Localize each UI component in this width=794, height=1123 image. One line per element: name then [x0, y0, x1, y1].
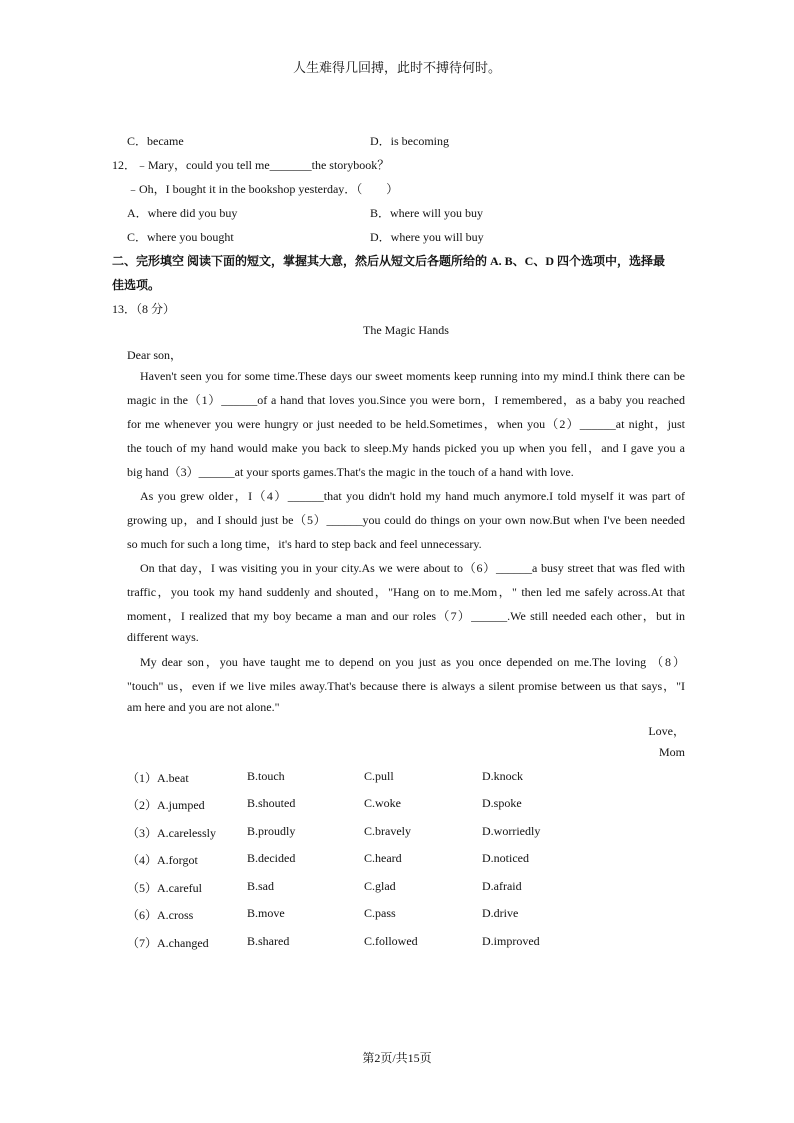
q12-stem: 12．﹣Mary，could you tell me_______the storybook？ [112, 158, 390, 172]
passage-p2-line: so much for such a long time，it's hard to step back and feel unnecessary. [127, 537, 482, 551]
option-row-1-a: （1）A.beat [127, 771, 189, 785]
option-row-3-b: B.proudly [247, 824, 296, 838]
option-row-6-d: D.drive [482, 906, 519, 920]
option-row-2-b: B.shouted [247, 796, 296, 810]
passage-p1-line: the touch of my hand would make you back to sleep.My hands picked you up when you fell，and I gave you a [127, 441, 685, 455]
option-row-6-c: C.pass [364, 906, 396, 920]
q12-option-a: A．where did you buy [127, 206, 238, 220]
q11-option-c: C．became [127, 134, 184, 148]
option-row-7-d: D.improved [482, 934, 540, 948]
passage-salutation: Dear son， [127, 348, 182, 362]
option-row-4-b: B.decided [247, 851, 296, 865]
option-row-4-d: D.noticed [482, 851, 529, 865]
option-row-7-c: C.followed [364, 934, 418, 948]
option-row-5-b: B.sad [247, 879, 274, 893]
option-row-1-c: C.pull [364, 769, 394, 783]
letter-closing: Love， [648, 724, 685, 738]
page-header-motto: 人生难得几回搏，此时不搏待何时。 [292, 60, 501, 75]
option-row-1-b: B.touch [247, 769, 285, 783]
option-row-2-d: D.spoke [482, 796, 522, 810]
q12-option-c: C．where you bought [127, 230, 234, 244]
q12-option-d: D．where you will buy [370, 230, 484, 244]
option-row-5-c: C.glad [364, 879, 396, 893]
passage-p3-line: moment，I realized that my boy became a man and our roles（7）______.We still needed each other，but in [127, 609, 685, 623]
passage-p1-line: magic in the（1）______of a hand that loves you.Since you were born，I remembered，as a baby you reached [127, 393, 685, 407]
option-row-5-a: （5）A.careful [127, 881, 202, 895]
option-row-3-c: C.bravely [364, 824, 411, 838]
option-row-2-c: C.woke [364, 796, 401, 810]
passage-p1-line: big hand（3）______at your sports games.That's the magic in the touch of a hand with love. [127, 465, 574, 479]
passage-p1-line: Haven't seen you for some time.These days our sweet moments keep running into my mind.I think there can be [140, 369, 685, 383]
option-row-5-d: D.afraid [482, 879, 522, 893]
option-row-3-d: D.worriedly [482, 824, 541, 838]
option-row-1-d: D.knock [482, 769, 523, 783]
option-row-6-a: （6）A.cross [127, 908, 194, 922]
passage-title: The Magic Hands [363, 323, 449, 337]
option-row-7-b: B.shared [247, 934, 290, 948]
q11-option-d: D．is becoming [370, 134, 449, 148]
q12-option-b: B．where will you buy [370, 206, 483, 220]
option-row-7-a: （7）A.changed [127, 936, 209, 950]
letter-signature: Mom [658, 745, 685, 759]
passage-p4-line: My dear son，you have taught me to depend on you just as you once depended on me.The loving （8） [140, 655, 685, 669]
option-row-3-a: （3）A.carelessly [127, 826, 216, 840]
passage-p2-line: As you grew older，I（4）______that you didn't hold my hand much anymore.I told myself it was part of [140, 489, 685, 503]
passage-p4-line: "touch" us，even if we live miles away.That's because there is always a silent promise between us that says，"I [127, 679, 685, 693]
section-heading-line1: 二、完形填空 阅读下面的短文，掌握其大意，然后从短文后各题所给的 A. B、C、D 四个选项中，选择最 [112, 254, 666, 268]
page-number: 第2页/共15页 [362, 1051, 432, 1065]
q12-reply: ﹣Oh，I bought it in the bookshop yesterday．（ ） [127, 182, 399, 196]
passage-p3-line: On that day，I was visiting you in your city.As we were about to（6）______a busy street that was fled with [140, 561, 685, 575]
option-row-4-a: （4）A.forgot [127, 853, 198, 867]
passage-p3-line: traffic，you took my hand suddenly and shouted，"Hang on to me.Mom，" then led me safely across.At that [127, 585, 685, 599]
passage-p1-line: for me whenever you were hungry or just needed to be held.Sometimes，when you（2）______at night，just [127, 417, 685, 431]
section-heading-line2: 佳选项。 [112, 278, 161, 292]
option-row-4-c: C.heard [364, 851, 402, 865]
passage-p3-line: different ways. [127, 630, 199, 644]
option-row-6-b: B.move [247, 906, 285, 920]
option-row-2-a: （2）A.jumped [127, 798, 205, 812]
passage-p4-line: am here and you are not alone." [127, 700, 280, 714]
passage-p2-line: growing up，and I should just be（5）______you could do things on your own now.But when I've been needed [127, 513, 685, 527]
q13-number: 13．（8 分） [112, 302, 176, 316]
